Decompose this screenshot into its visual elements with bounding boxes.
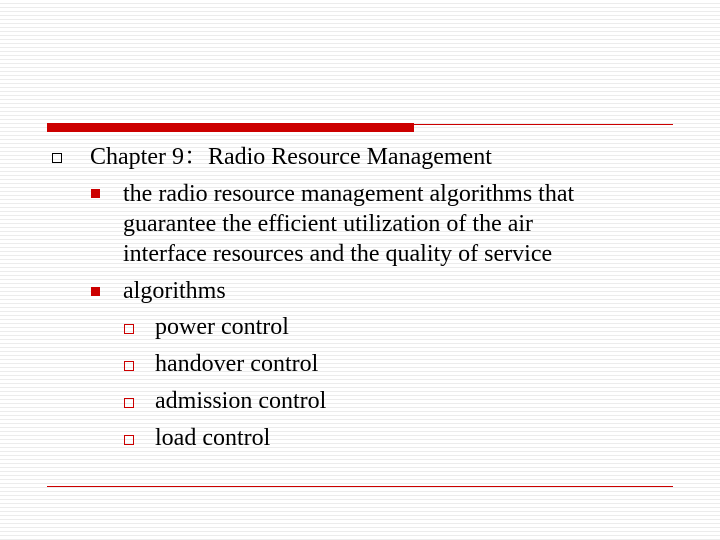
bullet-text-line: algorithms — [123, 278, 226, 304]
bullet-text-line: interface resources and the quality of service — [123, 241, 553, 267]
hollow-square-bullet-icon — [52, 153, 62, 163]
filled-square-bullet-icon — [91, 287, 100, 296]
hollow-square-bullet-icon — [124, 398, 134, 408]
footer-rule — [47, 486, 673, 487]
bullet-text-line: the radio resource management algorithms that — [123, 181, 575, 207]
sub-bullet-text: admission control — [155, 388, 327, 414]
title-rule-thick — [47, 123, 414, 132]
sub-bullet-text: handover control — [155, 351, 319, 377]
hollow-square-bullet-icon — [124, 435, 134, 445]
sub-bullet-text: power control — [155, 314, 289, 340]
hollow-square-bullet-icon — [124, 324, 134, 334]
bullet-text-line: guarantee the efficient utilization of the air — [123, 211, 534, 237]
title-rule-thin — [414, 124, 673, 125]
sub-bullet-text: load control — [155, 425, 271, 451]
slide-title: Chapter 9：Radio Resource Management — [90, 144, 492, 170]
hollow-square-bullet-icon — [124, 361, 134, 371]
filled-square-bullet-icon — [91, 189, 100, 198]
